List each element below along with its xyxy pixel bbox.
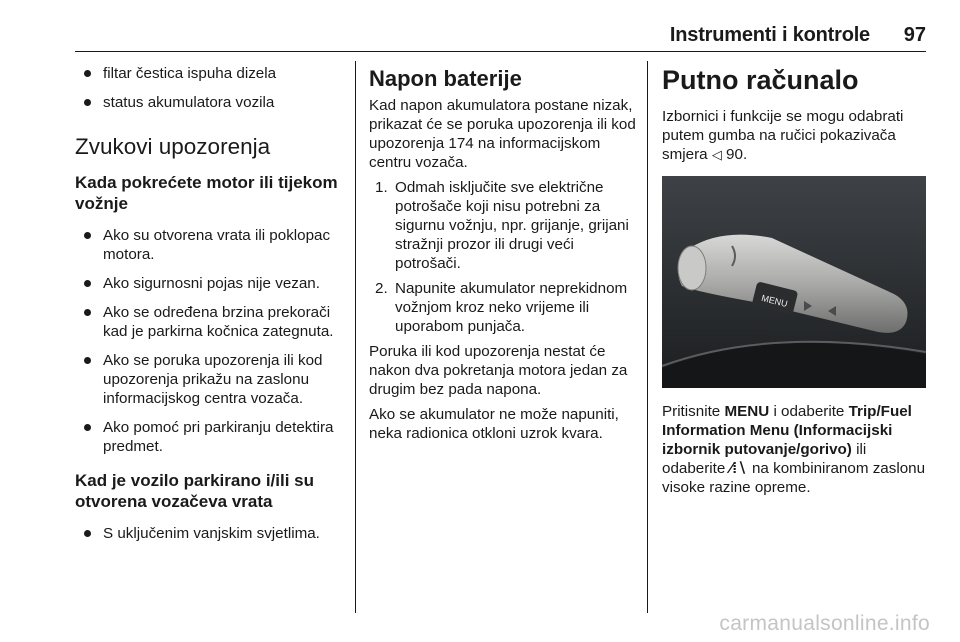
list-item: 1. Odmah isključite sve električne potrošače koji nisu potrebni za sigurnu vožnju, npr. grijanje, grijani stražnji prozor ili drugi veći potrošači. [375, 179, 629, 272]
bullet-list-top [75, 64, 347, 112]
list-item: Ako se poruka upozorenja ili kod upozorenja prikažu na zaslonu informacijskog centra vozača. [75, 351, 347, 408]
column-1 [75, 60, 347, 553]
lever-illustration [662, 176, 926, 388]
section-title-trip-computer: Putno računalo [662, 65, 859, 95]
bullet-icon [84, 280, 91, 287]
trip-computer-intro: Izbornici i funkcije se mogu odabrati putem gumba na ručici pokazivača smjera ◁ 90. [662, 108, 904, 163]
column-3 [662, 60, 926, 165]
page-number: 97 [903, 24, 926, 46]
header-rule [75, 51, 926, 52]
column-divider-2 [647, 61, 648, 613]
lever-menu-label: MENU [760, 292, 789, 310]
list-item: 2. Napunite akumulator neprekidnom vožnjom kroz neko vrijeme ili uporabom punjača. [375, 280, 628, 335]
watermark-text: carmanualsonline.info [719, 612, 930, 635]
list-item: status akumulatora vozila [75, 93, 347, 112]
list-item: Ako su otvorena vrata ili poklopac motora. [75, 226, 347, 264]
battery-para-2: Ako se akumulator ne može napuniti, neka radionica otkloni uzrok kvara. [369, 406, 619, 442]
bullet-icon [84, 424, 91, 431]
page-reference-arrow-icon: ◁ [711, 148, 722, 163]
section-title-battery-voltage: Napon baterije [369, 66, 522, 91]
numbered-list [369, 178, 637, 336]
bullet-icon [84, 232, 91, 239]
list-item: filtar čestica ispuha dizela [75, 64, 347, 83]
battery-para-1: Poruka ili kod upozorenja nestat će nakon dva pokretanja motora jedan za drugim bez pada napona. [369, 343, 628, 398]
photo-caption: Pritisnite MENU i odaberite Trip/Fuel Information Menu (Informacijski izbornik putovanje/gorivo) ili odaberite ⁄⁞∖ na kombiniranom zaslonu visoke razine opreme. [662, 403, 926, 496]
page-reference-link[interactable]: 90. [726, 146, 748, 163]
subsection-title-starting: Kada pokrećete motor ili tijekom vožnje [75, 173, 338, 213]
list-item: Ako sigurnosni pojas nije vezan. [75, 274, 347, 293]
column-divider-1 [355, 61, 356, 613]
subsection-title-parked: Kad je vozilo parkirano i/ili su otvorena vozačeva vrata [75, 471, 315, 511]
trip-fuel-icon: ⁄⁞∖ [729, 460, 748, 477]
bullet-icon [84, 70, 91, 77]
bullet-list-mid [75, 226, 347, 456]
page-header-title: Instrumenti i kontrole [669, 24, 870, 46]
menu-button-label: MENU [724, 403, 770, 420]
section-title-warning-chimes: Zvukovi upozorenja [75, 134, 271, 159]
bullet-list-bottom [75, 524, 347, 543]
list-item: Ako pomoć pri parkiranju detektira predmet. [75, 418, 347, 456]
list-item: S uključenim vanjskim svjetlima. [75, 524, 347, 543]
battery-intro: Kad napon akumulatora postane nizak, prikazat će se poruka upozorenja ili kod upozorenja 174 na informacijskom centru vozača. [369, 97, 636, 171]
bullet-icon [84, 530, 91, 537]
turn-signal-lever-photo [662, 176, 926, 388]
bullet-icon [84, 357, 91, 364]
list-item: Ako se određena brzina prekorači kad je parkirna kočnica zategnuta. [75, 303, 347, 341]
column-2 [369, 60, 637, 443]
bullet-icon [84, 99, 91, 106]
bullet-icon [84, 309, 91, 316]
trip-fuel-menu-label: Trip/Fuel Information Menu (Informacijski izbornik putovanje/gorivo) [662, 403, 912, 458]
